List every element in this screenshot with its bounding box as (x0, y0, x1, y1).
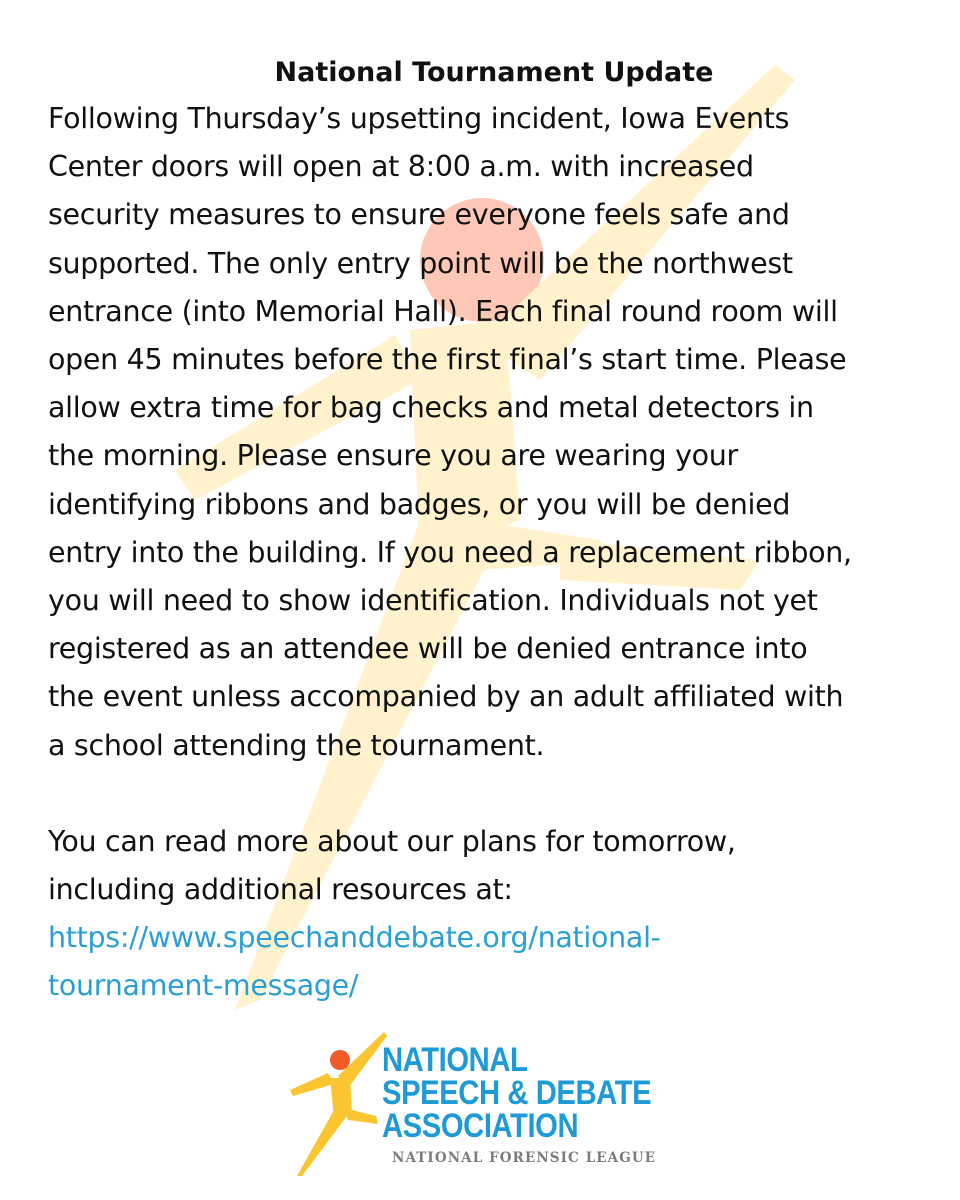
resources-paragraph (48, 818, 928, 1011)
body-line: supported. The only entry point will be the northwest (48, 246, 793, 280)
paragraph-spacer (48, 770, 928, 818)
body-line: registered as an attendee will be denied entrance into (48, 632, 808, 666)
body-line: entry into the building. If you need a replacement ribbon, (48, 535, 852, 569)
body-line: a school attending the tournament. (48, 728, 545, 762)
body-line: including additional resources at: (48, 873, 513, 907)
body-line: You can read more about our plans for tomorrow, (48, 824, 736, 858)
logo-subline: NATIONAL FORENSIC LEAGUE (392, 1150, 657, 1166)
body-line: the event unless accompanied by an adult affiliated with (48, 680, 844, 714)
body-line: entrance (into Memorial Hall). Each final round room will (48, 294, 838, 328)
body-line: allow extra time for bag checks and metal detectors in (48, 391, 814, 425)
body-line: the morning. Please ensure you are wearing your (48, 439, 738, 473)
nsda-logo (288, 1028, 688, 1178)
body-line: open 45 minutes before the first final’s start time. Please (48, 343, 847, 377)
body-line: you will need to show identification. Individuals not yet (48, 584, 818, 618)
announcement-body (48, 95, 928, 770)
body-line: Following Thursday’s upsetting incident, Iowa Events (48, 102, 790, 135)
jumping-person-icon (288, 1028, 388, 1178)
resource-link[interactable]: https://www.speechanddebate.org/national- (48, 921, 661, 955)
logo-line-speech-debate: SPEECH & DEBATE (382, 1074, 652, 1112)
logo-line-association: ASSOCIATION (382, 1107, 579, 1145)
logo-wordmark (382, 1041, 682, 1166)
announcement (48, 55, 928, 1011)
logo-line-national: NATIONAL (382, 1041, 528, 1079)
page-title: National Tournament Update (274, 57, 714, 88)
resource-link[interactable]: tournament-message/ (48, 969, 359, 1003)
body-line: identifying ribbons and badges, or you will be denied (48, 487, 791, 521)
body-line: security measures to ensure everyone feels safe and (48, 198, 790, 232)
body-line: Center doors will open at 8:00 a.m. with increased (48, 150, 754, 184)
